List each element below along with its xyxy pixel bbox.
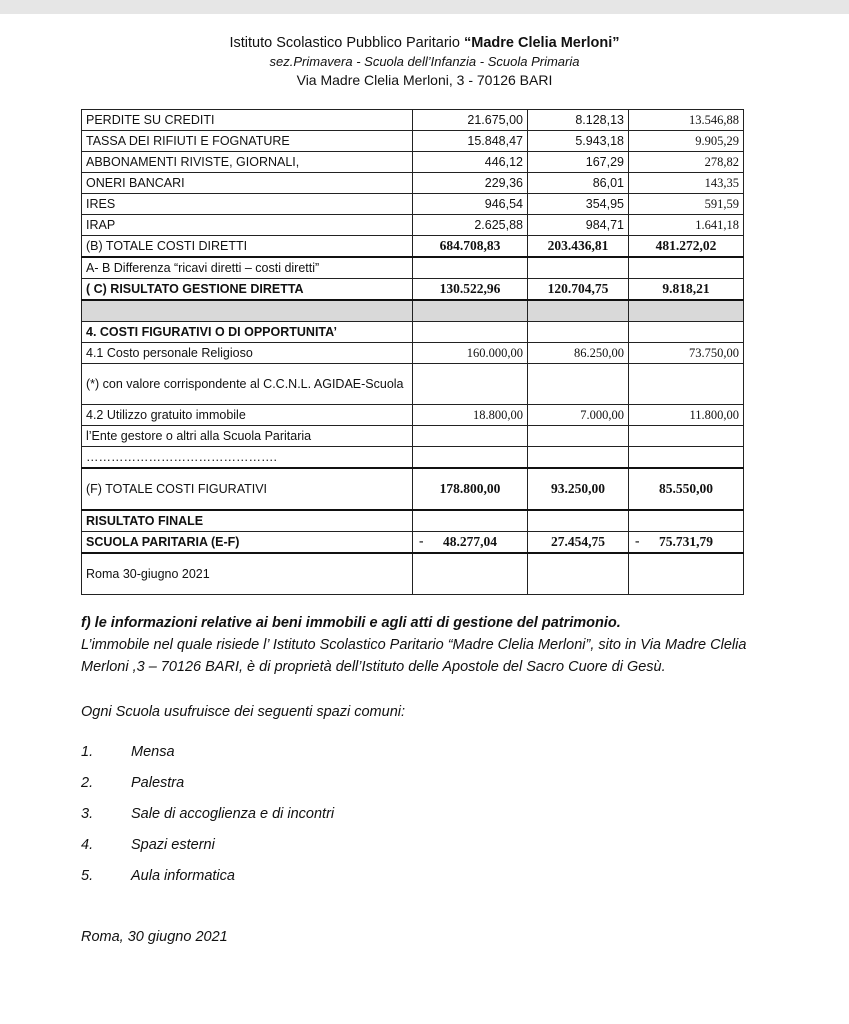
list-item: 5. Aula informatica xyxy=(81,868,235,884)
minus-sign: - xyxy=(419,533,424,549)
place-date-row xyxy=(82,553,744,595)
row-label: ABBONAMENTI RIVISTE, GIORNALI, xyxy=(82,152,413,173)
value-col3: 591,59 xyxy=(629,194,744,215)
value-col3: 481.272,02 xyxy=(629,236,744,258)
final-result-row xyxy=(82,532,744,554)
value-total: 18.800,00 xyxy=(413,405,528,426)
table-row xyxy=(82,173,744,194)
value-col3: - 75.731,79 xyxy=(629,532,744,554)
value-col2: 5.943,18 xyxy=(528,131,629,152)
managing-entity-row xyxy=(82,426,744,447)
school-name: Istituto Scolastico Pubblico Paritario “Madre Clelia Merloni” xyxy=(229,35,620,51)
figurative-costs-heading-row xyxy=(82,322,744,343)
value-col3: 73.750,00 xyxy=(629,343,744,364)
value-col3: 11.800,00 xyxy=(629,405,744,426)
place-date: Roma 30-giugno 2021 xyxy=(82,553,413,595)
value-col2: 7.000,00 xyxy=(528,405,629,426)
table-row xyxy=(82,215,744,236)
value-total: 446,12 xyxy=(413,152,528,173)
value-col2: 93.250,00 xyxy=(528,468,629,510)
row-label: ( C) RISULTATO GESTIONE DIRETTA xyxy=(82,279,413,301)
dotted-row xyxy=(82,447,744,469)
table-row xyxy=(82,194,744,215)
value-total: - 48.277,04 xyxy=(413,532,528,554)
value-total: 178.800,00 xyxy=(413,468,528,510)
top-bar xyxy=(0,0,849,14)
value-total: 946,54 xyxy=(413,194,528,215)
value-total: 160.000,00 xyxy=(413,343,528,364)
table-row xyxy=(82,131,744,152)
value-col2: 86,01 xyxy=(528,173,629,194)
value-col2: 86.250,00 xyxy=(528,343,629,364)
table-row xyxy=(82,110,744,131)
school-address: Via Madre Clelia Merloni, 3 - 70126 BARI xyxy=(296,72,553,88)
row-label: SCUOLA PARITARIA (E-F) xyxy=(82,532,413,554)
section-f xyxy=(81,612,781,678)
value-col2: 354,95 xyxy=(528,194,629,215)
section-title: f) le informazioni relative ai beni immobili e agli atti di gestione del patrimonio. xyxy=(81,615,621,631)
value-col2: 984,71 xyxy=(528,215,629,236)
free-property-use-row xyxy=(82,405,744,426)
row-label: PERDITE SU CREDITI xyxy=(82,110,413,131)
row-label: (*) con valore corrispondente al C.C.N.L. AGIDAE-Scuola xyxy=(82,364,413,405)
dotted-line: ………………………………………. xyxy=(82,447,413,469)
list-item: 3. Sale di accoglienza e di incontri xyxy=(81,806,335,822)
school-sections: sez.Primavera - Scuola dell’Infanzia - Scuola Primaria xyxy=(269,54,580,69)
minus-sign: - xyxy=(635,533,640,549)
spacer-row xyxy=(82,300,744,322)
list-item: 4. Spazi esterni xyxy=(81,837,215,853)
final-result-heading-row xyxy=(82,510,744,532)
value-col2: 203.436,81 xyxy=(528,236,629,258)
value-col3: 9.818,21 xyxy=(629,279,744,301)
section-heading: 4. COSTI FIGURATIVI O DI OPPORTUNITA’ xyxy=(82,322,413,343)
common-spaces-intro: Ogni Scuola usufruisce dei seguenti spazi comuni: xyxy=(81,704,406,720)
total-figurative-costs-row xyxy=(82,468,744,510)
value-col2: 120.704,75 xyxy=(528,279,629,301)
direct-management-result-row xyxy=(82,279,744,301)
list-item: 1. Mensa xyxy=(81,744,175,760)
table-row xyxy=(82,152,744,173)
row-label: A- B Differenza “ricavi diretti – costi diretti” xyxy=(82,257,413,279)
row-label: (B) TOTALE COSTI DIRETTI xyxy=(82,236,413,258)
row-label: ONERI BANCARI xyxy=(82,173,413,194)
value-col2: 27.454,75 xyxy=(528,532,629,554)
value-total: 684.708,83 xyxy=(413,236,528,258)
value-col3: 143,35 xyxy=(629,173,744,194)
row-label: IRES xyxy=(82,194,413,215)
value-col3: 278,82 xyxy=(629,152,744,173)
value-total: 15.848,47 xyxy=(413,131,528,152)
section-heading: RISULTATO FINALE xyxy=(82,510,413,532)
value-col3: 85.550,00 xyxy=(629,468,744,510)
document-date: Roma, 30 giugno 2021 xyxy=(81,929,228,945)
row-label: TASSA DEI RIFIUTI E FOGNATURE xyxy=(82,131,413,152)
value-col3: 9.905,29 xyxy=(629,131,744,152)
value-total: 130.522,96 xyxy=(413,279,528,301)
row-label: IRAP xyxy=(82,215,413,236)
value-col2: 8.128,13 xyxy=(528,110,629,131)
row-label: l’Ente gestore o altri alla Scuola Paritaria xyxy=(82,426,413,447)
value-col3: 1.641,18 xyxy=(629,215,744,236)
financial-table xyxy=(81,109,744,595)
religious-staff-cost-row xyxy=(82,343,744,364)
property-paragraph: L’immobile nel quale risiede l’ Istituto Scolastico Paritario “Madre Clelia Merloni”, sito in Via Madre Clelia Merloni ,3 – 70126 BARI, è di proprietà dell’Istituto delle Apostole del Sacro Cuore di Gesù. xyxy=(81,637,747,675)
document-header xyxy=(0,34,849,90)
row-label: 4.1 Costo personale Religioso xyxy=(82,343,413,364)
total-direct-costs-row xyxy=(82,236,744,258)
ccnl-note-row xyxy=(82,364,744,405)
value-total: 229,36 xyxy=(413,173,528,194)
row-label: (F) TOTALE COSTI FIGURATIVI xyxy=(82,468,413,510)
difference-row xyxy=(82,257,744,279)
list-item: 2. Palestra xyxy=(81,775,185,791)
row-label: 4.2 Utilizzo gratuito immobile xyxy=(82,405,413,426)
value-total: 21.675,00 xyxy=(413,110,528,131)
value-col2: 167,29 xyxy=(528,152,629,173)
value-total: 2.625,88 xyxy=(413,215,528,236)
value-col3: 13.546,88 xyxy=(629,110,744,131)
